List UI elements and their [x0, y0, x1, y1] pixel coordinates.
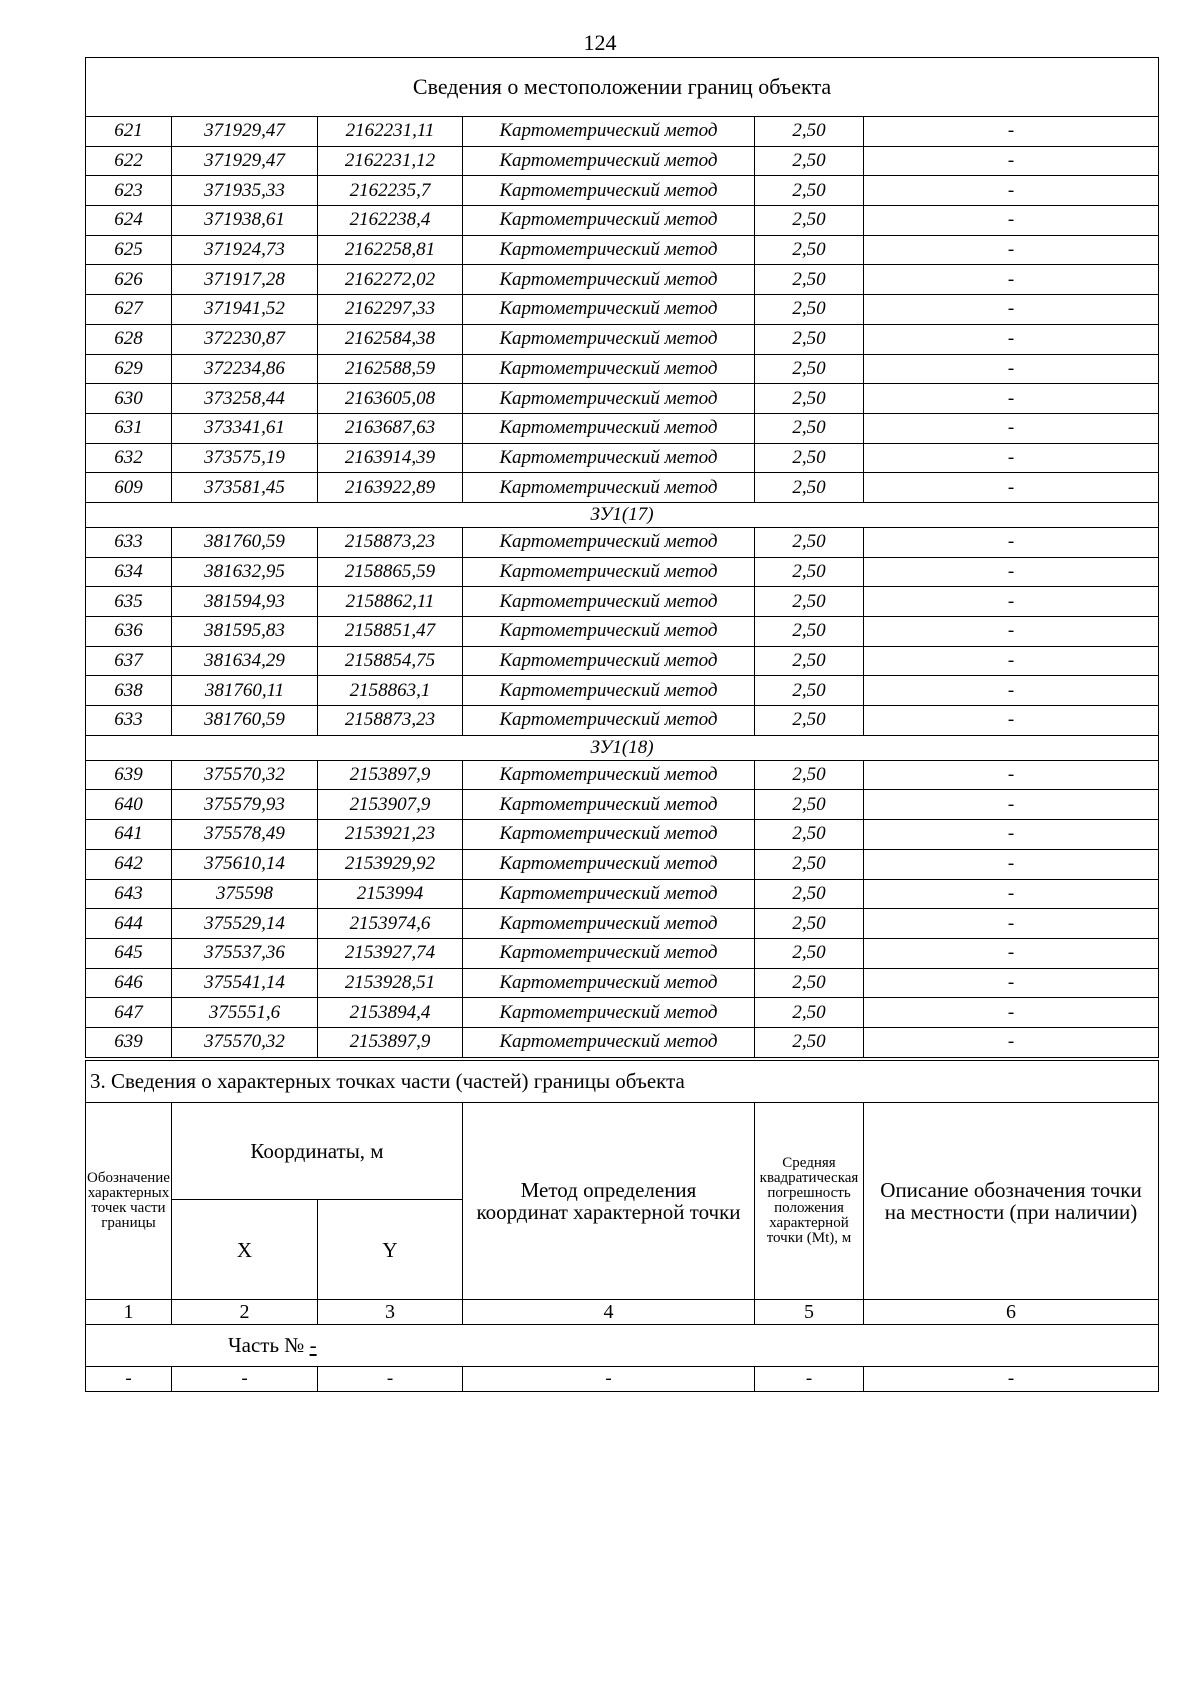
table-title: Сведения о местоположении границ объекта	[86, 58, 1159, 117]
table-cell: 647	[86, 998, 172, 1028]
table-cell: -	[864, 413, 1159, 443]
table-cell: 626	[86, 265, 172, 295]
table-cell: -	[864, 938, 1159, 968]
table-cell: Картометрический метод	[463, 760, 755, 790]
column-number: 4	[463, 1300, 755, 1325]
section-3-title: 3. Сведения о характерных точках части (частей) границы объекта	[86, 1061, 1159, 1103]
part-points-table	[85, 1060, 1159, 1392]
table-cell: 2,50	[755, 849, 864, 879]
table-cell: 381760,59	[172, 527, 318, 557]
table-cell: 2153974,6	[318, 909, 463, 939]
table-cell: 609	[86, 473, 172, 503]
table-row	[86, 235, 1159, 265]
table-cell: 2,50	[755, 117, 864, 147]
table-row	[86, 909, 1159, 939]
table-cell: -	[864, 760, 1159, 790]
table-cell: 2162235,7	[318, 176, 463, 206]
table-cell: -	[864, 146, 1159, 176]
page-number: 124	[583, 30, 617, 55]
table-row	[86, 676, 1159, 706]
table-cell: 371924,73	[172, 235, 318, 265]
table-cell: 371935,33	[172, 176, 318, 206]
table-cell: 375551,6	[172, 998, 318, 1028]
table-cell: 2,50	[755, 617, 864, 647]
table-row	[86, 968, 1159, 998]
table-cell: Картометрический метод	[463, 413, 755, 443]
table-cell: 373581,45	[172, 473, 318, 503]
table-cell: -	[864, 354, 1159, 384]
table-cell: Картометрический метод	[463, 384, 755, 414]
table-cell: 375529,14	[172, 909, 318, 939]
table-cell: 2,50	[755, 587, 864, 617]
table-cell: 2,50	[755, 790, 864, 820]
table-cell: -	[864, 820, 1159, 850]
table-cell: Картометрический метод	[463, 646, 755, 676]
table-row	[86, 557, 1159, 587]
part-label: Часть №	[228, 1333, 310, 1357]
table-cell: 646	[86, 968, 172, 998]
table-cell: 2163605,08	[318, 384, 463, 414]
table-cell: 642	[86, 849, 172, 879]
table-cell: Картометрический метод	[463, 117, 755, 147]
table-cell: 641	[86, 820, 172, 850]
table-cell: 640	[86, 790, 172, 820]
table-row	[86, 265, 1159, 295]
table-cell: Картометрический метод	[463, 354, 755, 384]
table-cell: 624	[86, 206, 172, 236]
table-cell: 634	[86, 557, 172, 587]
table-cell: 2153894,4	[318, 998, 463, 1028]
table-row	[86, 443, 1159, 473]
table-cell: 630	[86, 384, 172, 414]
header-y: Y	[318, 1200, 463, 1300]
table-cell: 645	[86, 938, 172, 968]
table-cell: Картометрический метод	[463, 324, 755, 354]
table-cell: Картометрический метод	[463, 938, 755, 968]
table-cell: -	[864, 176, 1159, 206]
table-cell: 2153897,9	[318, 1027, 463, 1057]
table-cell: 372234,86	[172, 354, 318, 384]
column-number: 2	[172, 1300, 318, 1325]
table-cell: 373258,44	[172, 384, 318, 414]
table-row	[86, 938, 1159, 968]
table-row	[86, 176, 1159, 206]
table-cell: 2153927,74	[318, 938, 463, 968]
table-cell: Картометрический метод	[463, 443, 755, 473]
table-cell: 2,50	[755, 413, 864, 443]
table-cell: 2153928,51	[318, 968, 463, 998]
table-cell: 2162588,59	[318, 354, 463, 384]
table-cell: 381760,11	[172, 676, 318, 706]
table-cell: 2,50	[755, 443, 864, 473]
table-cell: 2,50	[755, 557, 864, 587]
table-cell: 2,50	[755, 384, 864, 414]
table-cell: Картометрический метод	[463, 557, 755, 587]
table-cell: -	[318, 1367, 463, 1392]
table-cell: 375610,14	[172, 849, 318, 879]
table-cell: 381760,59	[172, 706, 318, 736]
table-row	[86, 998, 1159, 1028]
table-cell: 2153929,92	[318, 849, 463, 879]
table-cell: 2153994	[318, 879, 463, 909]
table-row	[86, 706, 1159, 736]
table-cell: 636	[86, 617, 172, 647]
table-cell: Картометрический метод	[463, 820, 755, 850]
table-cell: -	[864, 473, 1159, 503]
table-cell: 622	[86, 146, 172, 176]
table-cell: 639	[86, 760, 172, 790]
table-cell: 375570,32	[172, 1027, 318, 1057]
table-cell: -	[864, 849, 1159, 879]
header-method: Метод определения координат характерной точки	[463, 1103, 755, 1300]
table-cell: -	[864, 527, 1159, 557]
table-cell: 2158863,1	[318, 676, 463, 706]
table-cell: 623	[86, 176, 172, 206]
table-cell: -	[463, 1367, 755, 1392]
table-cell: 2,50	[755, 998, 864, 1028]
table-row	[86, 146, 1159, 176]
table-row	[86, 790, 1159, 820]
table-cell: 381594,93	[172, 587, 318, 617]
table-cell: 2,50	[755, 295, 864, 325]
table-row	[86, 527, 1159, 557]
table-cell: -	[864, 235, 1159, 265]
header-description: Описание обозначения точки на местности (при наличии)	[864, 1103, 1159, 1300]
table-cell: 2158854,75	[318, 646, 463, 676]
table-cell: 639	[86, 1027, 172, 1057]
table-cell: Картометрический метод	[463, 909, 755, 939]
table-cell: -	[864, 706, 1159, 736]
table-cell: Картометрический метод	[463, 617, 755, 647]
table-cell: 2,50	[755, 1027, 864, 1057]
table-cell: Картометрический метод	[463, 473, 755, 503]
table-cell: 371929,47	[172, 146, 318, 176]
table-row	[86, 473, 1159, 503]
table-cell: Картометрический метод	[463, 295, 755, 325]
table-cell: -	[864, 265, 1159, 295]
table-row	[86, 384, 1159, 414]
table-cell: 375598	[172, 879, 318, 909]
table-cell: 375578,49	[172, 820, 318, 850]
table-row	[86, 879, 1159, 909]
table-cell: -	[864, 646, 1159, 676]
column-numbers-row	[86, 1300, 1159, 1325]
table-cell: 629	[86, 354, 172, 384]
table-row	[86, 354, 1159, 384]
table-cell: 2,50	[755, 146, 864, 176]
table-cell: 381634,29	[172, 646, 318, 676]
table-cell: 2,50	[755, 354, 864, 384]
table-cell: 2153907,9	[318, 790, 463, 820]
table-cell: 371929,47	[172, 117, 318, 147]
subsection-row	[86, 502, 1159, 527]
table-cell: -	[864, 879, 1159, 909]
table-row	[86, 849, 1159, 879]
column-number: 5	[755, 1300, 864, 1325]
table-cell: 2,50	[755, 206, 864, 236]
table-cell: 2162231,12	[318, 146, 463, 176]
table-cell: 625	[86, 235, 172, 265]
table-cell: -	[864, 295, 1159, 325]
table-cell: 635	[86, 587, 172, 617]
column-number: 3	[318, 1300, 463, 1325]
table-cell: 2162231,11	[318, 117, 463, 147]
table-cell: 631	[86, 413, 172, 443]
table-cell: 621	[86, 117, 172, 147]
table-cell: -	[864, 324, 1159, 354]
table-cell: 373575,19	[172, 443, 318, 473]
boundary-coordinates-table	[85, 57, 1159, 1058]
table-cell: 2,50	[755, 646, 864, 676]
table-cell: 2158865,59	[318, 557, 463, 587]
table-cell: -	[864, 998, 1159, 1028]
table-row	[86, 295, 1159, 325]
table-cell: 2,50	[755, 324, 864, 354]
table-cell: 2158873,23	[318, 706, 463, 736]
table-cell: 2,50	[755, 235, 864, 265]
table-row	[86, 206, 1159, 236]
table-cell: -	[864, 1027, 1159, 1057]
table-cell: 2162584,38	[318, 324, 463, 354]
table-cell: Картометрический метод	[463, 235, 755, 265]
table-cell: 2,50	[755, 527, 864, 557]
table-cell: 2162297,33	[318, 295, 463, 325]
table-cell: 2162272,02	[318, 265, 463, 295]
table-cell: 638	[86, 676, 172, 706]
table-row	[86, 646, 1159, 676]
table-cell: -	[864, 557, 1159, 587]
table-cell: 2,50	[755, 676, 864, 706]
table-cell: 2153921,23	[318, 820, 463, 850]
table-cell: Картометрический метод	[463, 849, 755, 879]
table-cell: 632	[86, 443, 172, 473]
table-cell: 2162258,81	[318, 235, 463, 265]
table-cell: -	[864, 1367, 1159, 1392]
table-cell: -	[864, 617, 1159, 647]
table-row	[86, 587, 1159, 617]
table-cell: 2,50	[755, 909, 864, 939]
table-cell: Картометрический метод	[463, 587, 755, 617]
table-cell: 372230,87	[172, 324, 318, 354]
table-cell: 643	[86, 879, 172, 909]
header-coordinates: Координаты, м	[172, 1103, 463, 1200]
table-cell: Картометрический метод	[463, 527, 755, 557]
table-cell: 2153897,9	[318, 760, 463, 790]
table-cell: Картометрический метод	[463, 146, 755, 176]
table-cell: 381632,95	[172, 557, 318, 587]
table-cell: 2158851,47	[318, 617, 463, 647]
subsection-label: ЗУ1(18)	[86, 735, 1159, 760]
table-cell: 2,50	[755, 938, 864, 968]
subsection-label: ЗУ1(17)	[86, 502, 1159, 527]
table-cell: -	[864, 206, 1159, 236]
part-number-row	[86, 1325, 1159, 1367]
table-cell: 375570,32	[172, 760, 318, 790]
table-row	[86, 760, 1159, 790]
table-cell: 2,50	[755, 820, 864, 850]
table-cell: -	[864, 443, 1159, 473]
table-cell: 2,50	[755, 968, 864, 998]
table-cell: 633	[86, 527, 172, 557]
table-cell: Картометрический метод	[463, 265, 755, 295]
table-cell: 375537,36	[172, 938, 318, 968]
table-cell: -	[864, 968, 1159, 998]
table-cell: 2163687,63	[318, 413, 463, 443]
table-row	[86, 617, 1159, 647]
header-x: X	[172, 1200, 318, 1300]
table-cell: 2,50	[755, 473, 864, 503]
table-cell: Картометрический метод	[463, 998, 755, 1028]
table-cell: 2,50	[755, 879, 864, 909]
table-cell: 2163914,39	[318, 443, 463, 473]
table-cell: Картометрический метод	[463, 1027, 755, 1057]
table-cell: -	[86, 1367, 172, 1392]
table-row	[86, 324, 1159, 354]
table-cell: 375579,93	[172, 790, 318, 820]
column-number: 6	[864, 1300, 1159, 1325]
subsection-row	[86, 735, 1159, 760]
table-cell: 644	[86, 909, 172, 939]
table-cell: Картометрический метод	[463, 879, 755, 909]
table-cell: Картометрический метод	[463, 790, 755, 820]
table-cell: Картометрический метод	[463, 968, 755, 998]
table-row	[86, 117, 1159, 147]
table-cell: 2158862,11	[318, 587, 463, 617]
table-cell: -	[864, 587, 1159, 617]
table-row	[86, 820, 1159, 850]
table-cell: 2,50	[755, 760, 864, 790]
table-cell: 371938,61	[172, 206, 318, 236]
column-number: 1	[86, 1300, 172, 1325]
table-cell: 628	[86, 324, 172, 354]
table-cell: -	[864, 384, 1159, 414]
table-cell: 2158873,23	[318, 527, 463, 557]
table-cell: 2162238,4	[318, 206, 463, 236]
table-cell: Картометрический метод	[463, 176, 755, 206]
table-cell: -	[172, 1367, 318, 1392]
table-cell: Картометрический метод	[463, 206, 755, 236]
table-cell: 2,50	[755, 265, 864, 295]
table-cell: 371917,28	[172, 265, 318, 295]
header-error: Средняя квадратическая погрешность положения характерной точки (Mt), м	[755, 1103, 864, 1300]
table-cell: 371941,52	[172, 295, 318, 325]
part-value: -	[309, 1333, 317, 1357]
table-cell: -	[755, 1367, 864, 1392]
table-cell: 2163922,89	[318, 473, 463, 503]
table-cell: 627	[86, 295, 172, 325]
table-cell: 375541,14	[172, 968, 318, 998]
table-cell: -	[864, 117, 1159, 147]
table-cell: -	[864, 676, 1159, 706]
table-cell: 2,50	[755, 176, 864, 206]
table-cell: Картометрический метод	[463, 676, 755, 706]
table-cell: -	[864, 790, 1159, 820]
table-cell: 2,50	[755, 706, 864, 736]
table-cell: -	[864, 909, 1159, 939]
table-cell: Картометрический метод	[463, 706, 755, 736]
table-row	[86, 1027, 1159, 1057]
table-cell: 633	[86, 706, 172, 736]
header-point-designation: Обозначение характерных точек части границы	[86, 1103, 172, 1300]
table-row	[86, 413, 1159, 443]
table-cell: 637	[86, 646, 172, 676]
table-row	[86, 1367, 1159, 1392]
table-cell: 373341,61	[172, 413, 318, 443]
table-cell: 381595,83	[172, 617, 318, 647]
